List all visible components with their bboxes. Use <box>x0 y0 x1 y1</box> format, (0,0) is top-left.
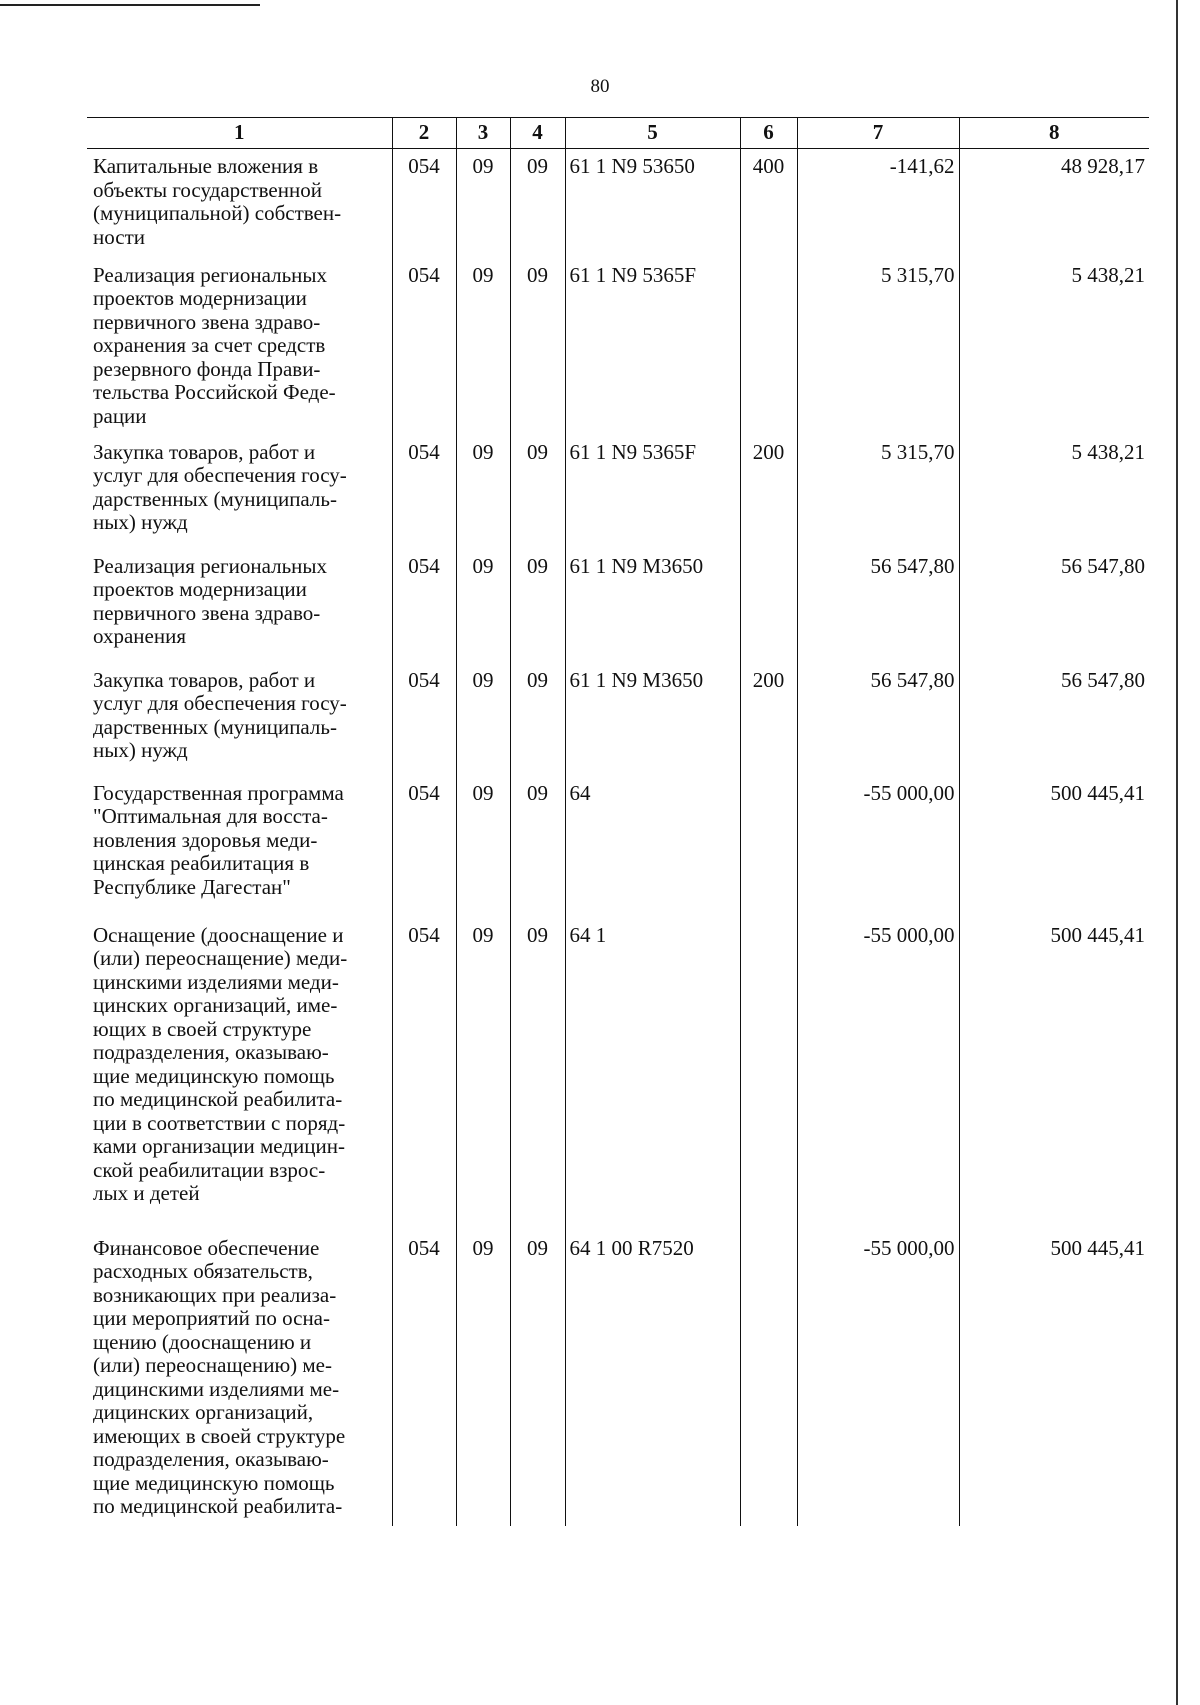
expense-type-cell <box>740 918 797 1231</box>
table-row <box>87 435 1149 549</box>
section-code-cell: 09 <box>456 918 510 1231</box>
expense-type-cell: 200 <box>740 663 797 776</box>
amount-total-cell: 5 438,21 <box>959 435 1149 549</box>
section-code-cell: 09 <box>456 435 510 549</box>
amount-change-cell: 56 547,80 <box>797 663 959 776</box>
expense-type-cell: 200 <box>740 435 797 549</box>
subsection-code-cell: 09 <box>510 149 565 258</box>
amount-change-cell: -55 000,00 <box>797 776 959 918</box>
expense-type-cell: 400 <box>740 149 797 258</box>
ministry-code-cell: 054 <box>392 663 456 776</box>
amount-total-cell: 56 547,80 <box>959 549 1149 663</box>
column-header: 5 <box>565 118 740 149</box>
section-code-cell: 09 <box>456 149 510 258</box>
subsection-code-cell: 09 <box>510 549 565 663</box>
amount-total-cell: 5 438,21 <box>959 258 1149 435</box>
column-header: 1 <box>87 118 392 149</box>
table-row <box>87 549 1149 663</box>
section-code-cell: 09 <box>456 1231 510 1526</box>
section-code-cell: 09 <box>456 549 510 663</box>
expense-type-cell <box>740 258 797 435</box>
item-name-cell: Оснащение (дооснащение и (или) переоснащение) меди- цинскими изделиями меди- цинских организаций, име- ющих в своей структуре подразделения, оказываю- щие медицинскую помощь по медицинской реабилита- ции в соответствии с поряд- ками организации медицин- ской реабилитации взрос- лых и детей <box>93 922 348 1205</box>
section-code-cell: 09 <box>456 663 510 776</box>
subsection-code-cell: 09 <box>510 776 565 918</box>
amount-change-cell: 5 315,70 <box>797 258 959 435</box>
column-header: 7 <box>797 118 959 149</box>
column-header: 2 <box>392 118 456 149</box>
expense-type-cell <box>740 1231 797 1526</box>
subsection-code-cell: 09 <box>510 663 565 776</box>
item-name-cell: Финансовое обеспечение расходных обязательств, возникающих при реализа- ции мероприятий по осна- щению (дооснащению и (или) переоснащению) ме- дицинскими изделиями ме- дицинских организаций, имеющих в своей структуре подразделения, оказываю- щие медицинскую помощь по медицинской реабилита- <box>93 1235 346 1518</box>
scan-edge-line <box>1176 0 1178 1705</box>
table-row <box>87 1231 1149 1526</box>
column-header: 6 <box>740 118 797 149</box>
amount-change-cell: -55 000,00 <box>797 918 959 1231</box>
column-header: 4 <box>510 118 565 149</box>
ministry-code-cell: 054 <box>392 435 456 549</box>
item-name-cell: Реализация региональных проектов модернизации первичного звена здраво- охранения <box>93 553 328 648</box>
ministry-code-cell: 054 <box>392 918 456 1231</box>
page-number: 80 <box>590 76 610 97</box>
expense-type-cell <box>740 549 797 663</box>
expense-type-cell <box>740 776 797 918</box>
table-row <box>87 918 1149 1231</box>
amount-total-cell: 56 547,80 <box>959 663 1149 776</box>
target-article-cell: 64 1 <box>565 918 740 1231</box>
amount-total-cell: 48 928,17 <box>959 149 1149 258</box>
item-name-cell: Реализация региональных проектов модернизации первичного звена здраво- охранения за счет средств резервного фонда Прави- тельства Российской Феде- рации <box>93 262 336 428</box>
item-name-cell: Государственная программа "Оптимальная для восста- новления здоровья меди- цинская реабилитация в Республике Дагестан" <box>93 780 344 899</box>
target-article-cell: 61 1 N9 M3650 <box>565 549 740 663</box>
item-name-cell: Капитальные вложения в объекты государственной (муниципальной) собствен- ности <box>93 154 342 249</box>
column-header: 8 <box>959 118 1149 149</box>
ministry-code-cell: 054 <box>392 258 456 435</box>
table-row <box>87 663 1149 776</box>
amount-change-cell: -55 000,00 <box>797 1231 959 1526</box>
table-row <box>87 258 1149 435</box>
item-name-cell: Закупка товаров, работ и услуг для обеспечения госу- дарственных (муниципаль- ных) нужд <box>93 439 347 534</box>
target-article-cell: 61 1 N9 5365F <box>565 435 740 549</box>
scan-edge-line <box>0 4 260 6</box>
target-article-cell: 61 1 N9 5365F <box>565 258 740 435</box>
subsection-code-cell: 09 <box>510 258 565 435</box>
ministry-code-cell: 054 <box>392 776 456 918</box>
ministry-code-cell: 054 <box>392 1231 456 1526</box>
table-row <box>87 776 1149 918</box>
amount-change-cell: -141,62 <box>797 149 959 258</box>
section-code-cell: 09 <box>456 258 510 435</box>
target-article-cell: 64 1 00 R7520 <box>565 1231 740 1526</box>
column-header: 3 <box>456 118 510 149</box>
target-article-cell: 61 1 N9 53650 <box>565 149 740 258</box>
section-code-cell: 09 <box>456 776 510 918</box>
target-article-cell: 61 1 N9 M3650 <box>565 663 740 776</box>
table-header-row <box>87 118 1149 149</box>
item-name-cell: Закупка товаров, работ и услуг для обеспечения госу- дарственных (муниципаль- ных) нужд <box>93 667 347 762</box>
budget-table <box>87 117 1149 1526</box>
amount-total-cell: 500 445,41 <box>959 1231 1149 1526</box>
amount-total-cell: 500 445,41 <box>959 776 1149 918</box>
subsection-code-cell: 09 <box>510 435 565 549</box>
target-article-cell: 64 <box>565 776 740 918</box>
ministry-code-cell: 054 <box>392 549 456 663</box>
table-row <box>87 149 1149 258</box>
amount-total-cell: 500 445,41 <box>959 918 1149 1231</box>
amount-change-cell: 5 315,70 <box>797 435 959 549</box>
subsection-code-cell: 09 <box>510 1231 565 1526</box>
subsection-code-cell: 09 <box>510 918 565 1231</box>
ministry-code-cell: 054 <box>392 149 456 258</box>
amount-change-cell: 56 547,80 <box>797 549 959 663</box>
